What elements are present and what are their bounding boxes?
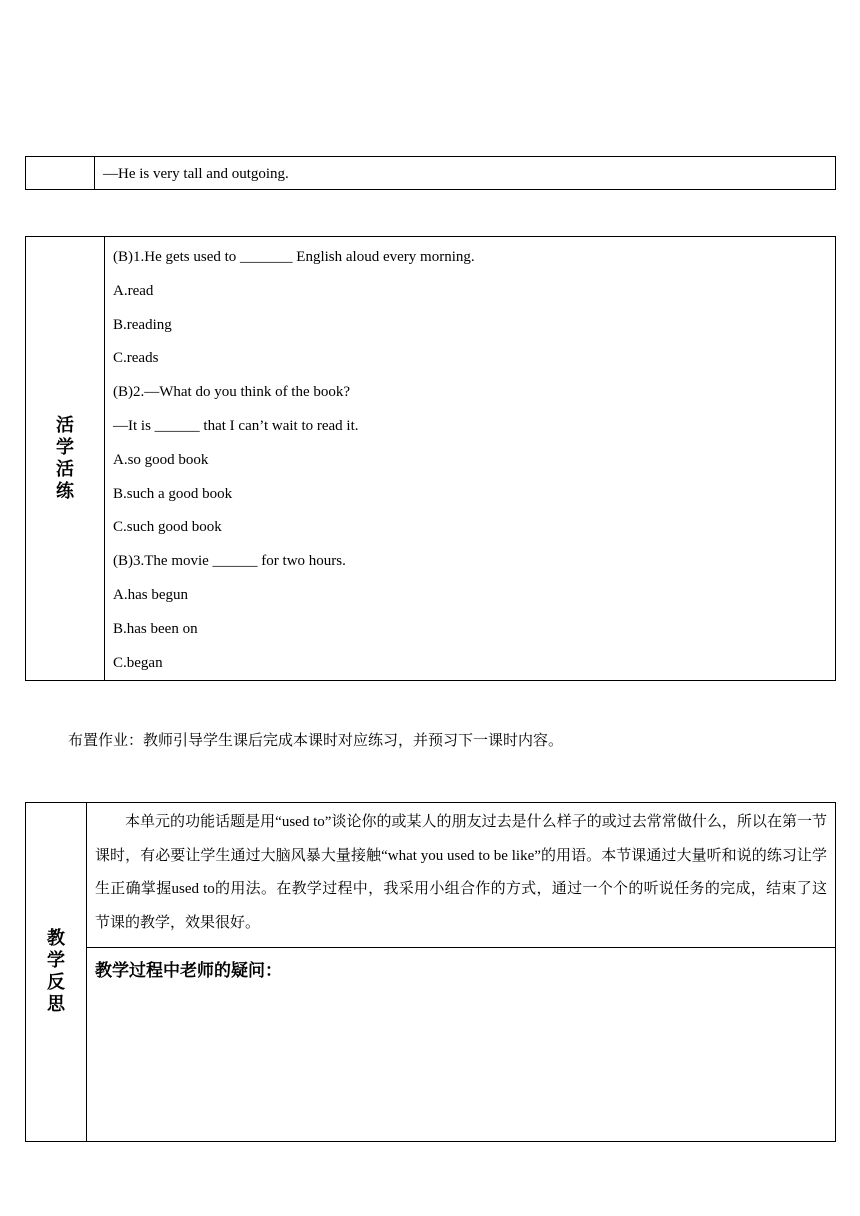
reflection-table <box>25 802 836 1142</box>
practice-label: 活学活练 <box>56 414 74 502</box>
homework-assignment: 布置作业：教师引导学生课后完成本课时对应练习，并预习下一课时内容。 <box>68 731 564 749</box>
practice-content <box>105 237 836 681</box>
question-2: (B)2.—What do you think of the book? <box>113 384 351 401</box>
reflection-label: 教学反思 <box>47 927 65 1015</box>
teacher-questions-cell <box>87 947 836 1141</box>
question-2-line-2: —It is ______ that I can’t wait to read it. <box>113 417 359 434</box>
dialogue-answer: —He is very tall and outgoing. <box>95 157 836 190</box>
question-3-option-a: A.has begun <box>113 586 188 603</box>
question-3-option-b: B.has been on <box>113 620 198 637</box>
dialogue-table-fragment <box>25 156 836 190</box>
practice-label-cell <box>26 237 105 681</box>
reflection-paragraph: 本单元的功能话题是用“used to”谈论你的或某人的朋友过去是什么样子的或过去常常做什么，所以在第一节课时，有必要让学生通过大脑风暴大量接触“what you used to be like”的用语。本节课通过大量听和说的练习让学生正确掌握used to的用法。在教学过程中，我采用小组合作的方式，通过一个个的听说任务的完成，结束了这节课的教学，效果很好。 <box>87 803 836 948</box>
question-1-option-c: C.reads <box>113 350 159 367</box>
teacher-questions-title: 教学过程中老师的疑问： <box>95 960 282 981</box>
question-1: (B)1.He gets used to _______ English aloud every morning. <box>113 249 475 265</box>
question-2-option-b: B.such a good book <box>113 485 233 502</box>
reflection-label-cell <box>26 803 87 1142</box>
question-1-option-b: B.reading <box>113 316 172 333</box>
question-2-option-a: A.so good book <box>113 451 209 468</box>
question-3: (B)3.The movie ______ for two hours. <box>113 553 346 570</box>
empty-label-cell <box>26 157 95 190</box>
question-1-option-a: A.read <box>113 282 154 299</box>
practice-table <box>25 236 836 681</box>
question-3-option-c: C.began <box>113 654 163 671</box>
question-2-option-c: C.such good book <box>113 519 222 536</box>
